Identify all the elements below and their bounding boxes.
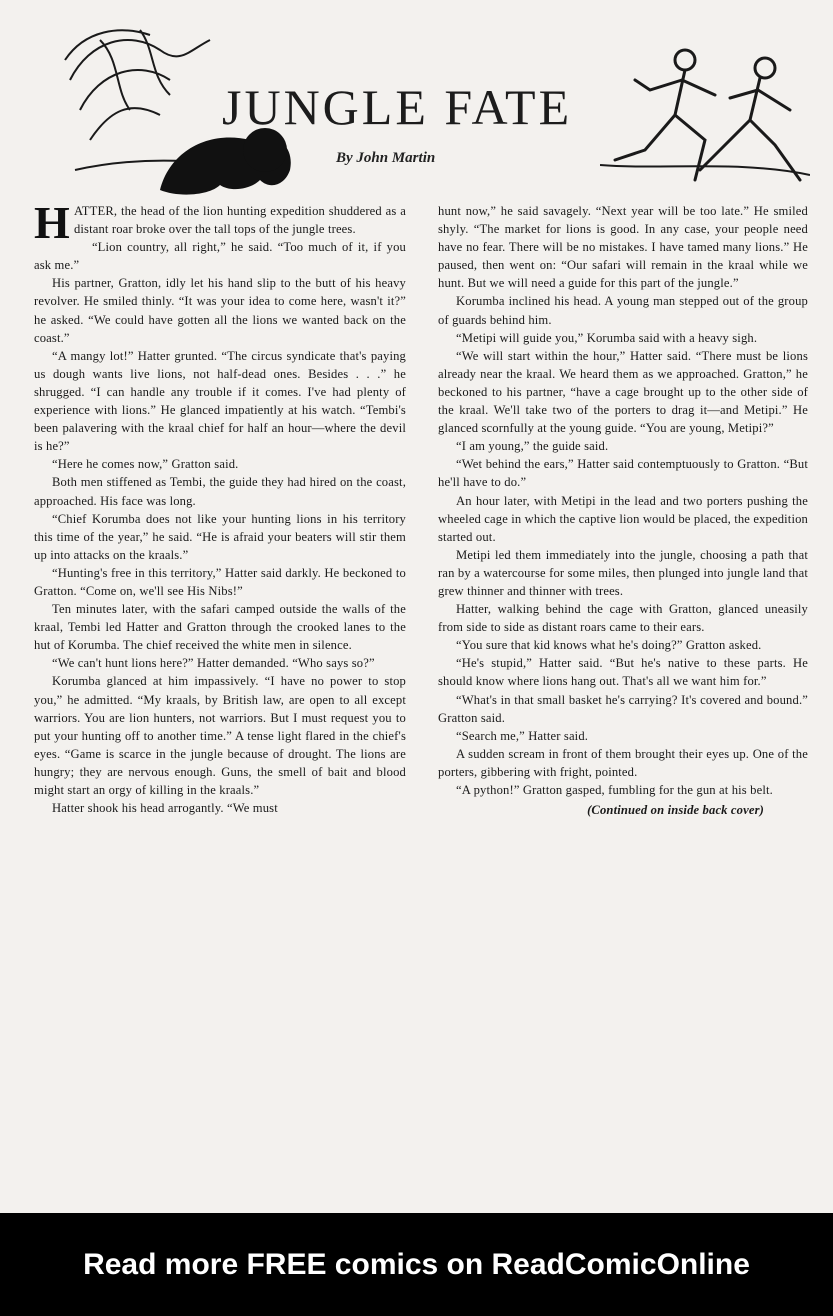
promo-banner[interactable] (0, 1213, 833, 1316)
paragraph: Ten minutes later, with the safari camped outside the walls of the kraal, Tembi led Hatter and Gratton through the crooked lanes to the hut of Korumba. The chief received the white men in silence. (34, 602, 406, 653)
paragraph: “Metipi will guide you,” Korumba said with a heavy sigh. (456, 330, 758, 345)
paragraph: Korumba glanced at him impassively. “I have no power to stop you,” he admitted. “My kraals, by British law, are open to all except warriors. You are lion hunters, not warriors. But I must request you to put your hunting off to another time.” A tense light flared in the chief's eyes. “Game is scarce in the jungle because of drought. The lions are hungry; they are nervous enough. Guns, the smell of bait and blood might start an orgy of killing in the kraals.” (34, 674, 406, 797)
paragraph: “We can't hunt lions here?” Hatter demanded. “Who says so?” (52, 656, 375, 671)
story-title: JUNGLE FATE (222, 79, 573, 135)
paragraph: Korumba inclined his head. A young man stepped out of the group of guards behind him. (438, 294, 808, 327)
paragraph: His partner, Gratton, idly let his hand slip to the butt of his heavy revolver. He smiled thinly. “It was your idea to come here, wasn't it?” he asked. “We could have gotten all the lions we wanted back on the coast.” (34, 276, 406, 345)
paragraph: “Search me,” Hatter said. (456, 728, 589, 743)
paragraph: Both men stiffened as Tembi, the guide they had hired on the coast, approached. His face was long. (34, 475, 406, 508)
paragraph: “Lion country, all right,” he said. “Too much of it, if you ask me.” (34, 240, 406, 273)
paragraph: “A python!” Gratton gasped, fumbling for the gun at his belt. (456, 783, 773, 797)
right-text-column (438, 202, 808, 819)
paragraph: “You sure that kid knows what he's doing?” Gratton asked. (456, 638, 762, 653)
paragraph: An hour later, with Metipi in the lead and two porters pushing the wheeled cage in which the captive lion would be placed, the expedition started out. (438, 493, 808, 544)
paragraph: “Here he comes now,” Gratton said. (52, 457, 239, 472)
paragraph: “We will start within the hour,” Hatter said. “There must be lions already near the kraal. We heard them as we approached. Gratton,” he beckoned to his partner, “have a cage brought up to the other side of the kraal. We'll take two of the porters to drag it—and Metipi.” He glanced scornfully at the young guide. “You are young, Metipi?” (438, 348, 808, 436)
paragraph: A sudden scream in front of them brought their eyes up. One of the porters, gibbering with fright, pointed. (438, 746, 808, 779)
paragraph: “A mangy lot!” Hatter grunted. “The circus syndicate that's paying us dough wants live lions, not half-dead ones. Besides . . .” he shrugged. “I can handle any trouble if it comes. I've had plenty of experience with lions.” He glanced impatiently at his watch. “Tembi's been palavering with the kraal chief for half an hour—where the devil is he?” (34, 348, 406, 454)
paragraph: Hatter, walking behind the cage with Gratton, glanced uneasily from side to side as distant roars came to their ears. (438, 602, 808, 635)
drop-cap: H (34, 197, 70, 248)
paragraph: Metipi led them immediately into the jungle, choosing a path that ran by a watercourse for some miles, then plunged into jungle land that grew thinner and thinner with trees. (438, 547, 808, 598)
paragraph: Hatter shook his head arrogantly. “We must (52, 801, 278, 816)
paragraph: hunt now,” he said savagely. “Next year will be too late.” He smiled shyly. “The market for lions is good. In any case, your people need have no fear. There will be no mistakes. I have tamed many lions.” He paused, then went on: “Our safari will remain in the kraal while we hunt. But we will need a guide for this part of the jungle.” (438, 204, 808, 291)
promo-banner-text[interactable]: Read more FREE comics on ReadComicOnline (83, 1247, 750, 1281)
paragraph: “I am young,” the guide said. (456, 439, 609, 454)
left-text-column (34, 197, 406, 817)
story-byline: By John Martin (336, 150, 436, 166)
paragraph: “Chief Korumba does not like your hunting lions in his territory this time of the year,” he said. “He is afraid your beaters will stir them up into attacks on the kraals.” (34, 511, 406, 562)
paragraph: “Wet behind the ears,” Hatter said contemptuously to Gratton. “But he'll have to do.” (438, 457, 808, 490)
paragraph: “Hunting's free in this territory,” Hatter said darkly. He beckoned to Gratton. “Come on, we'll see His Nibs!” (34, 565, 406, 598)
paragraph: “He's stupid,” Hatter said. “But he's native to these parts. He should know where lions hang out. That's all we want him for.” (438, 656, 808, 689)
continued-note: (Continued on inside back cover) (587, 803, 764, 818)
running-hunters-illustration (600, 40, 810, 190)
story-header (0, 0, 833, 200)
paragraph: HATTER, the head of the lion hunting expedition shuddered as a distant roar broke over the tall tops of the jungle trees. (34, 197, 406, 248)
paragraph: “What's in that small basket he's carrying? It's covered and bound.” Gratton said. (438, 692, 808, 725)
